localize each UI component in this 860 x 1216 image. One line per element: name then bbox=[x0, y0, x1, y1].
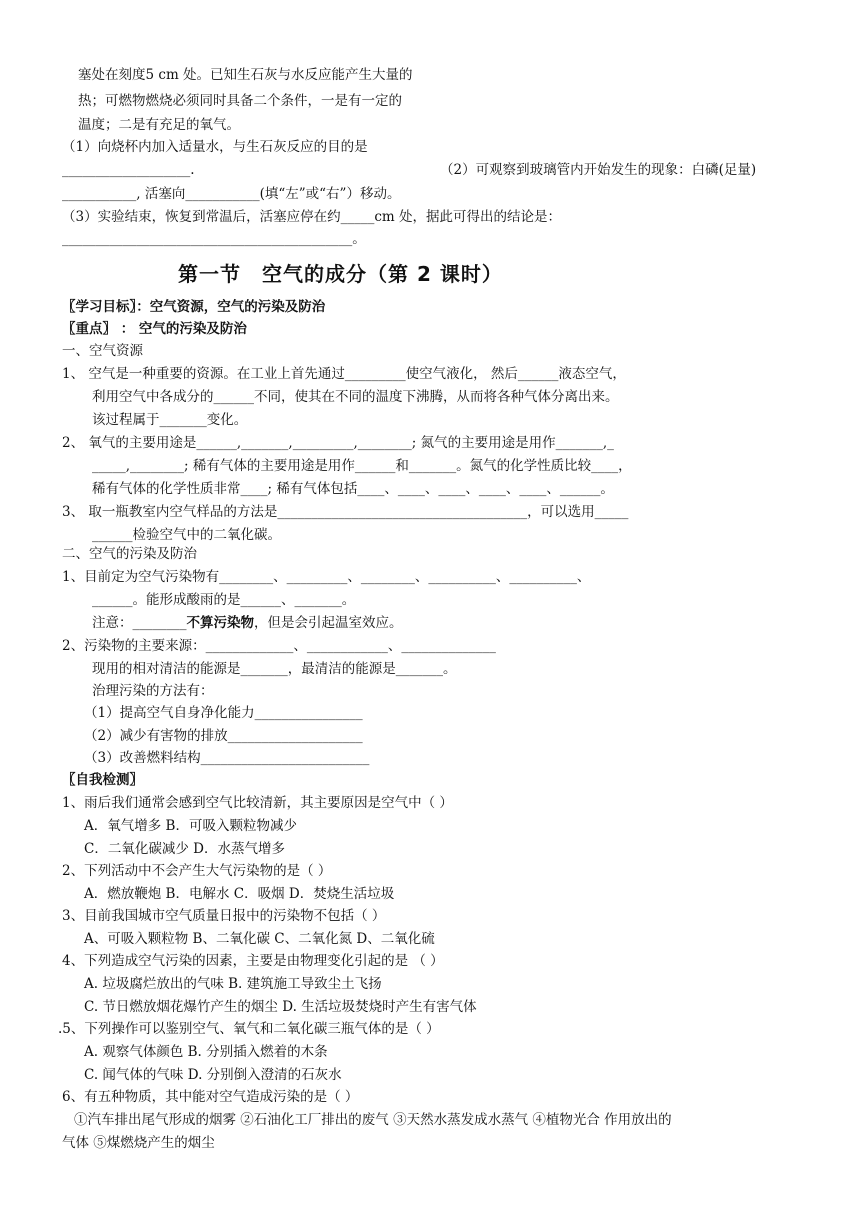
intro-question-3-blank: ___________________________________________。 bbox=[62, 231, 366, 247]
check-q5: .5、下列操作可以鉴别空气、氧气和二氧化碳三瓶气体的是（ ） bbox=[58, 1021, 440, 1037]
check-q1-options-1: A．氧气增多 B．可吸入颗粒物减少 bbox=[84, 818, 297, 834]
learning-goals: 〖学习目标〗：空气资源，空气的污染及防治 bbox=[62, 299, 326, 315]
check-q3-options: A、可吸入颗粒物 B、二氧化碳 C、二氧化氮 D、二氧化硫 bbox=[84, 931, 435, 947]
check-q3: 3、目前我国城市空气质量日报中的污染物不包括（ ） bbox=[62, 908, 386, 924]
check-q2: 2、下列活动中不会产生大气污染物的是（ ） bbox=[62, 863, 332, 879]
check-q6-items-2: 气体 ⑤煤燃烧产生的烟尘 bbox=[62, 1135, 215, 1151]
intro-question-1: （1）向烧杯内加入适量水，与生石灰反应的目的是 bbox=[62, 139, 368, 155]
check-q6-items-1: ①汽车排出尾气形成的烟雾 ②石油化工厂排出的废气 ③天然水蒸发成水蒸气 ④植物光合 作用放出的 bbox=[74, 1112, 672, 1128]
s2-note-prefix: 注意：________ bbox=[92, 615, 187, 631]
check-q5-options-1: A. 观察气体颜色 B. 分别插入燃着的木条 bbox=[84, 1044, 328, 1060]
s2-method-3: （3）改善燃料结构_________________________ bbox=[84, 750, 370, 766]
s1-item-1-line-3: 该过程属于_______变化。 bbox=[92, 412, 248, 428]
key-points: 〖重点〗 ： 空气的污染及防治 bbox=[62, 321, 247, 337]
s1-item-2-line-1: 2、 氧气的主要用途是______,_______,_________,________; 氮气的主要用途是用作_______,_ bbox=[62, 435, 614, 451]
intro-line-2: 热；可燃物燃烧必须同时具备二个条件，一是有一定的 bbox=[78, 93, 402, 109]
intro-question-2-blank: ___________, 活塞向___________(填“左”或“右”）移动。 bbox=[62, 186, 401, 202]
check-q4-options-2: C. 节日燃放烟花爆竹产生的烟尘 D. 生活垃圾焚烧时产生有害气体 bbox=[84, 999, 477, 1015]
check-q4: 4、下列造成空气污染的因素，主要是由物理变化引起的是 （ ） bbox=[62, 953, 444, 969]
check-q6: 6、有五种物质，其中能对空气造成污染的是（ ） bbox=[62, 1089, 359, 1105]
section-2-heading: 二、空气的污染及防治 bbox=[62, 546, 197, 562]
s1-item-3-line-1: 3、 取一瓶教室内空气样品的方法是_____________________________________，可以选用_____ bbox=[62, 504, 629, 520]
check-q1: 1、雨后我们通常会感到空气比较清新，其主要原因是空气中（ ） bbox=[62, 795, 453, 811]
s2-item-2-line-1: 2、污染物的主要来源：_____________、____________、______________ bbox=[62, 638, 496, 654]
s1-item-2-line-3: 稀有气体的化学性质非常____; 稀有气体包括____、____、____、____、____、______。 bbox=[92, 481, 614, 497]
self-check-heading: 〖自我检测〗 bbox=[62, 772, 143, 788]
check-q1-options-2: C．二氧化碳减少 D．水蒸气增多 bbox=[84, 841, 285, 857]
s2-note-bold: 不算污染物 bbox=[186, 615, 254, 631]
section-1-heading: 一、空气资源 bbox=[62, 343, 143, 359]
intro-question-3: （3）实验结束，恢复到常温后，活塞应停在约_____cm 处，据此可得出的结论是： bbox=[62, 209, 561, 225]
s2-method-1: （1）提高空气自身净化能力________________ bbox=[84, 705, 363, 721]
check-q2-options: A．燃放鞭炮 B．电解水 C．吸烟 D．焚烧生活垃圾 bbox=[84, 886, 395, 902]
s2-note-suffix: ，但是会引起温室效应。 bbox=[254, 615, 403, 631]
intro-line-3: 温度；二是有充足的氧气。 bbox=[78, 117, 240, 133]
check-q4-options-1: A. 垃圾腐烂放出的气味 B. 建筑施工导致尘土飞扬 bbox=[84, 976, 382, 992]
s2-item-2-line-3: 治理污染的方法有： bbox=[92, 683, 214, 699]
s2-item-2-line-2: 现用的相对清洁的能源是_______，最清洁的能源是_______。 bbox=[92, 661, 457, 677]
s1-item-2-line-2: _____,________; 稀有气体的主要用途是用作______和_______。氮气的化学性质比较____， bbox=[92, 458, 632, 474]
s1-item-1-line-2: 利用空气中各成分的______不同，使其在不同的温度下沸腾，从而将各种气体分离出来。 bbox=[92, 389, 619, 405]
s2-item-1-line-1: 1、目前定为空气污染物有________、_________、________、__________、__________、 bbox=[62, 569, 591, 585]
check-q5-options-2: C. 闻气体的气味 D. 分别倒入澄清的石灰水 bbox=[84, 1067, 342, 1083]
s2-item-1-line-2: ______。能形成酸雨的是______、_______。 bbox=[92, 592, 356, 608]
intro-line-1: 塞处在刻度5 cm 处。已知生石灰与水反应能产生大量的 bbox=[78, 67, 413, 83]
s2-method-2: （2）减少有害物的排放____________________ bbox=[84, 728, 363, 744]
intro-question-1-blank: ___________________. bbox=[62, 162, 195, 178]
intro-question-2: （2）可观察到玻璃管内开始发生的现象：白磷(足量) bbox=[440, 162, 757, 178]
s1-item-1-line-1: 1、 空气是一种重要的资源。在工业上首先通过_________使空气液化， 然后______液态空气， bbox=[62, 366, 626, 382]
section-title: 第一节 空气的成分（第 2 课时） bbox=[178, 262, 503, 286]
s2-note bbox=[92, 614, 403, 633]
s1-item-3-line-2: ______检验空气中的二氧化碳。 bbox=[92, 527, 281, 543]
